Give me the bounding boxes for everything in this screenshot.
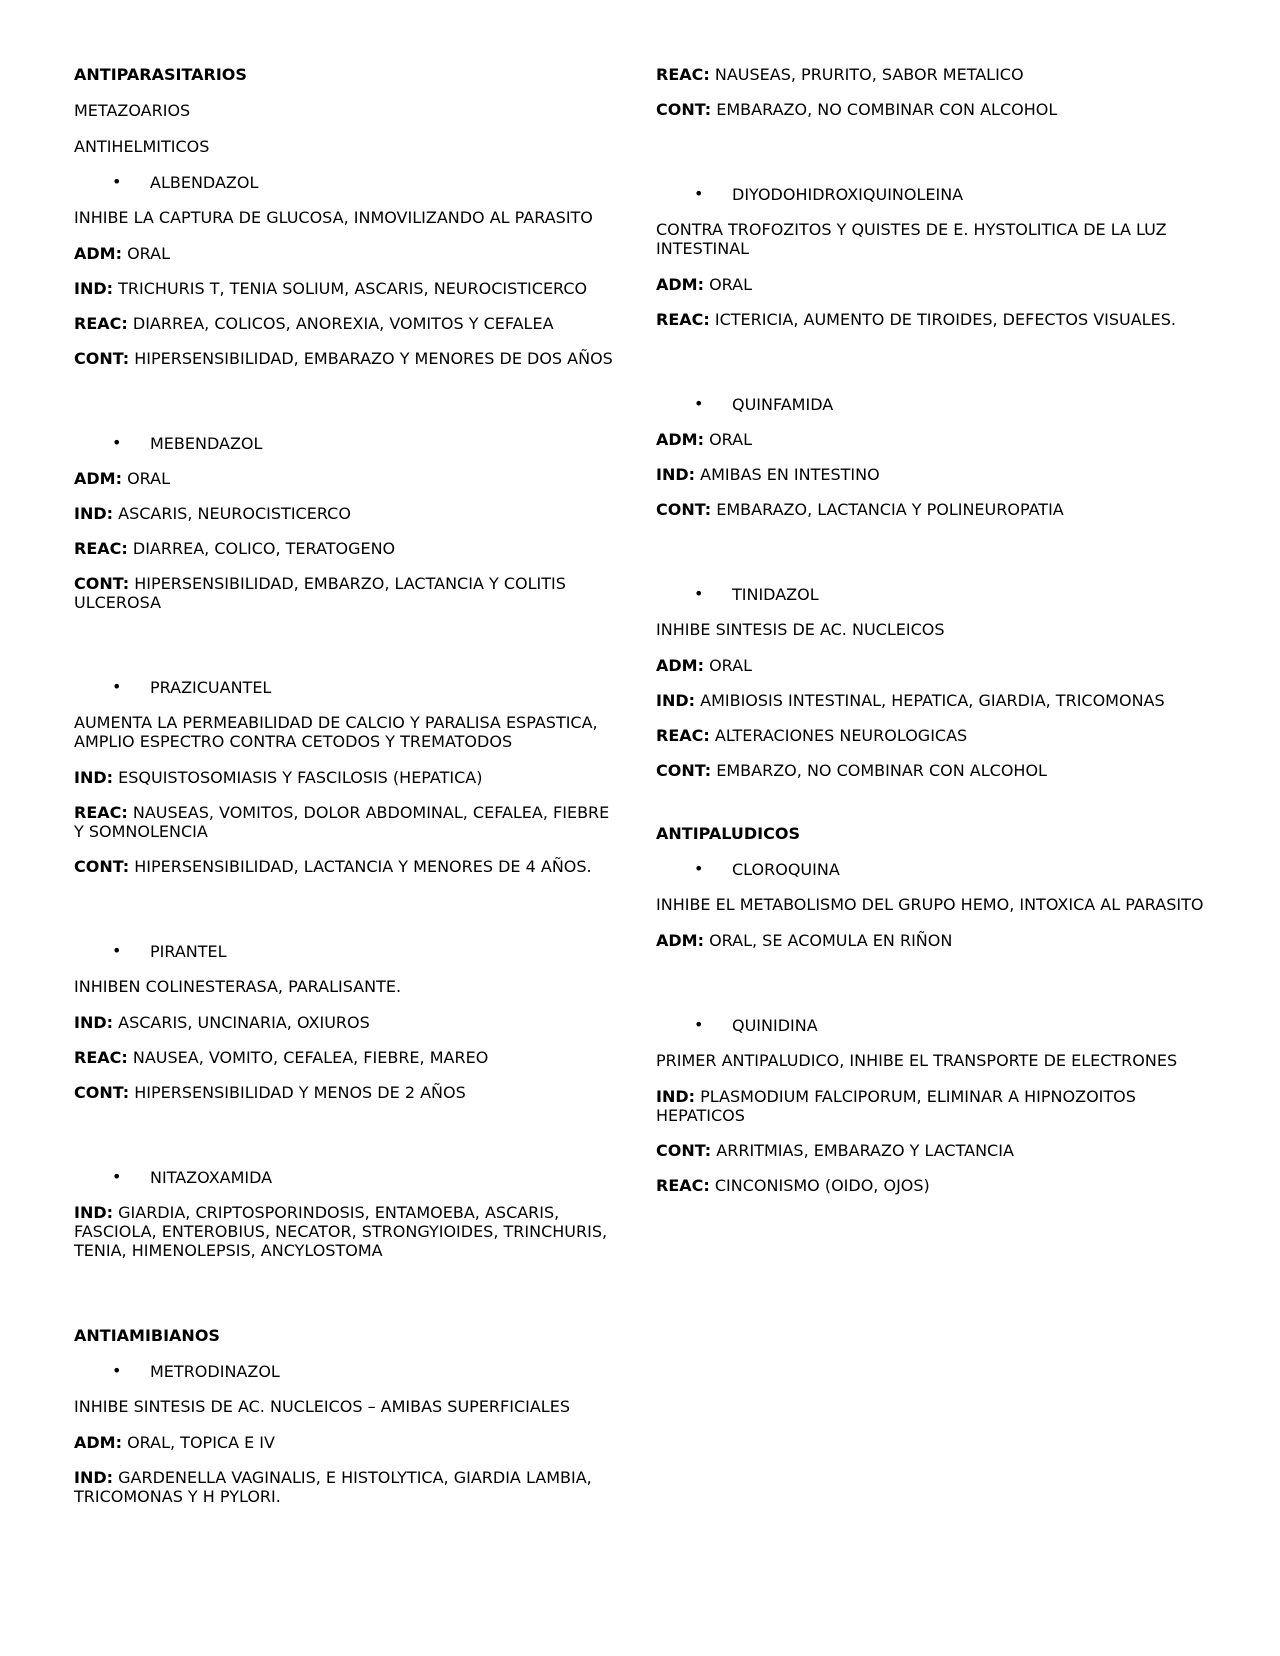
field-label: IND: <box>656 465 696 484</box>
drug-quinidina <box>656 1016 1212 1035</box>
field-value: CINCONISMO (OIDO, OJOS) <box>714 1176 930 1195</box>
field-cont <box>74 574 620 612</box>
field-value: PLASMODIUM FALCIPORUM, ELIMINAR A HIPNOZOITOS HEPATICOS <box>656 1087 1136 1125</box>
drug-name: TINIDAZOL <box>732 585 819 604</box>
field-value: ORAL <box>127 244 170 263</box>
bullet-icon: • <box>112 172 122 191</box>
field-value: ASCARIS, UNCINARIA, OXIUROS <box>118 1013 370 1032</box>
field-value: EMBARAZO, LACTANCIA Y POLINEUROPATIA <box>716 500 1064 519</box>
drug-nitazoxamida <box>74 1168 620 1187</box>
field-label: CONT: <box>74 349 130 368</box>
field-label: IND: <box>74 1013 114 1032</box>
field-ind <box>74 504 620 523</box>
drug-albendazol <box>74 173 620 192</box>
field-label: CONT: <box>656 1141 712 1160</box>
right-column <box>656 65 1212 1211</box>
section-title-antiparasitarios: ANTIPARASITARIOS <box>74 65 247 84</box>
field-value: NAUSEAS, PRURITO, SABOR METALICO <box>714 65 1024 84</box>
drug-description: INHIBE EL METABOLISMO DEL GRUPO HEMO, INTOXICA AL PARASITO <box>656 895 1204 914</box>
field-label: REAC: <box>656 1176 710 1195</box>
drug-prazicuantel <box>74 678 620 697</box>
field-label: REAC: <box>656 65 710 84</box>
field-cont <box>656 1141 1212 1160</box>
field-reac <box>656 726 1212 745</box>
drug-description: INHIBEN COLINESTERASA, PARALISANTE. <box>74 977 402 996</box>
bullet-icon: • <box>112 1167 122 1186</box>
field-label: REAC: <box>74 539 128 558</box>
field-value: ICTERICIA, AUMENTO DE TIROIDES, DEFECTOS VISUALES. <box>714 310 1176 329</box>
bullet-icon: • <box>112 433 122 452</box>
bullet-icon: • <box>694 584 704 603</box>
field-adm <box>74 469 620 488</box>
field-ind <box>74 1468 620 1506</box>
field-label: ADM: <box>656 656 704 675</box>
subtitle-metazoarios: METAZOARIOS <box>74 101 191 120</box>
drug-mebendazol <box>74 434 620 453</box>
subtitle-antihelmiticos: ANTIHELMITICOS <box>74 137 210 156</box>
field-label: ADM: <box>74 1433 122 1452</box>
field-value: TRICHURIS T, TENIA SOLIUM, ASCARIS, NEUROCISTICERCO <box>118 279 588 298</box>
field-adm <box>656 931 1212 950</box>
field-label: ADM: <box>656 931 704 950</box>
field-label: REAC: <box>74 803 128 822</box>
field-cont <box>74 349 620 368</box>
field-label: IND: <box>656 1087 696 1106</box>
field-adm <box>656 430 1212 449</box>
field-value: GARDENELLA VAGINALIS, E HISTOLYTICA, GIARDIA LAMBIA, TRICOMONAS Y H PYLORI. <box>74 1468 592 1506</box>
field-label: CONT: <box>656 761 712 780</box>
field-cont <box>74 857 620 876</box>
drug-name: DIYODOHIDROXIQUINOLEINA <box>732 185 964 204</box>
field-cont <box>74 1083 620 1102</box>
field-adm <box>656 656 1212 675</box>
field-label: ADM: <box>656 430 704 449</box>
field-reac <box>74 1048 620 1067</box>
field-reac <box>656 65 1212 84</box>
field-ind <box>74 279 620 298</box>
field-value: GIARDIA, CRIPTOSPORINDOSIS, ENTAMOEBA, ASCARIS, FASCIOLA, ENTEROBIUS, NECATOR, STRONGYIOIDES, TRINCHURIS, TENIA, HIMENOLEPSIS, ANCYLOSTOMA <box>74 1203 608 1260</box>
drug-name: CLOROQUINA <box>732 860 840 879</box>
field-value: ALTERACIONES NEUROLOGICAS <box>714 726 968 745</box>
field-value: ORAL <box>709 275 752 294</box>
bullet-icon: • <box>694 184 704 203</box>
field-reac <box>656 310 1212 329</box>
drug-name: PRAZICUANTEL <box>150 678 272 697</box>
field-label: REAC: <box>74 1048 128 1067</box>
field-label: IND: <box>656 691 696 710</box>
field-label: REAC: <box>656 726 710 745</box>
left-column <box>74 65 620 1522</box>
field-value: DIARREA, COLICO, TERATOGENO <box>132 539 396 558</box>
field-cont <box>656 100 1212 119</box>
field-label: CONT: <box>656 100 712 119</box>
section-title-antiamibianos: ANTIAMIBIANOS <box>74 1326 220 1345</box>
field-value: ORAL, TOPICA E IV <box>127 1433 275 1452</box>
bullet-icon: • <box>694 1015 704 1034</box>
field-label: IND: <box>74 1468 114 1487</box>
field-value: ASCARIS, NEUROCISTICERCO <box>118 504 351 523</box>
field-value: AMIBIOSIS INTESTINAL, HEPATICA, GIARDIA, TRICOMONAS <box>700 691 1165 710</box>
bullet-icon: • <box>694 394 704 413</box>
drug-name: QUINFAMIDA <box>732 395 834 414</box>
field-value: HIPERSENSIBILIDAD, EMBARZO, LACTANCIA Y COLITIS ULCEROSA <box>74 574 566 612</box>
field-value: NAUSEA, VOMITO, CEFALEA, FIEBRE, MAREO <box>132 1048 489 1067</box>
drug-description: INHIBE SINTESIS DE AC. NUCLEICOS <box>656 620 945 639</box>
field-adm <box>74 1433 620 1452</box>
field-label: REAC: <box>656 310 710 329</box>
field-value: EMBARZO, NO COMBINAR CON ALCOHOL <box>716 761 1047 780</box>
field-label: CONT: <box>656 500 712 519</box>
drug-name: QUINIDINA <box>732 1016 818 1035</box>
field-value: ESQUISTOSOMIASIS Y FASCILOSIS (HEPATICA) <box>118 768 483 787</box>
field-reac <box>74 803 620 841</box>
drug-diyodohidroxiquinoleina <box>656 185 1212 204</box>
field-value: ARRITMIAS, EMBARAZO Y LACTANCIA <box>716 1141 1014 1160</box>
drug-description: INHIBE LA CAPTURA DE GLUCOSA, INMOVILIZANDO AL PARASITO <box>74 208 593 227</box>
field-label: IND: <box>74 279 114 298</box>
field-value: ORAL <box>709 656 752 675</box>
field-label: ADM: <box>74 469 122 488</box>
drug-name: NITAZOXAMIDA <box>150 1168 273 1187</box>
field-value: HIPERSENSIBILIDAD Y MENOS DE 2 AÑOS <box>134 1083 466 1102</box>
drug-cloroquina <box>656 860 1212 879</box>
field-ind <box>656 1087 1212 1125</box>
field-label: CONT: <box>74 857 130 876</box>
drug-metrodinazol <box>74 1362 620 1381</box>
field-adm <box>656 275 1212 294</box>
bullet-icon: • <box>112 1361 122 1380</box>
drug-description: AUMENTA LA PERMEABILIDAD DE CALCIO Y PARALISA ESPASTICA, AMPLIO ESPECTRO CONTRA CETODOS Y TREMATODOS <box>74 713 598 751</box>
drug-name: ALBENDAZOL <box>150 173 259 192</box>
drug-name: PIRANTEL <box>150 942 227 961</box>
field-value: HIPERSENSIBILIDAD, EMBARAZO Y MENORES DE DOS AÑOS <box>134 349 613 368</box>
field-reac <box>74 314 620 333</box>
field-value: ORAL <box>127 469 170 488</box>
field-value: ORAL <box>709 430 752 449</box>
bullet-icon: • <box>112 677 122 696</box>
field-label: ADM: <box>656 275 704 294</box>
bullet-icon: • <box>112 941 122 960</box>
field-reac <box>74 539 620 558</box>
bullet-icon: • <box>694 859 704 878</box>
section-title-antipaludicos: ANTIPALUDICOS <box>656 824 800 843</box>
drug-description: CONTRA TROFOZITOS Y QUISTES DE E. HYSTOLITICA DE LA LUZ INTESTINAL <box>656 220 1167 258</box>
field-label: IND: <box>74 504 114 523</box>
field-value: EMBARAZO, NO COMBINAR CON ALCOHOL <box>716 100 1058 119</box>
field-ind <box>74 1013 620 1032</box>
field-label: CONT: <box>74 1083 130 1102</box>
field-value: NAUSEAS, VOMITOS, DOLOR ABDOMINAL, CEFALEA, FIEBRE Y SOMNOLENCIA <box>74 803 610 841</box>
drug-quinfamida <box>656 395 1212 414</box>
field-label: IND: <box>74 768 114 787</box>
drug-name: METRODINAZOL <box>150 1362 280 1381</box>
drug-pirantel <box>74 942 620 961</box>
field-label: CONT: <box>74 574 130 593</box>
drug-description: INHIBE SINTESIS DE AC. NUCLEICOS – AMIBAS SUPERFICIALES <box>74 1397 570 1416</box>
field-ind <box>74 768 620 787</box>
field-ind <box>656 691 1212 710</box>
field-ind <box>74 1203 620 1260</box>
field-reac <box>656 1176 1212 1195</box>
drug-description: PRIMER ANTIPALUDICO, INHIBE EL TRANSPORTE DE ELECTRONES <box>656 1051 1178 1070</box>
drug-name: MEBENDAZOL <box>150 434 263 453</box>
field-adm <box>74 244 620 263</box>
field-value: AMIBAS EN INTESTINO <box>700 465 880 484</box>
field-ind <box>656 465 1212 484</box>
drug-tinidazol <box>656 585 1212 604</box>
field-value: HIPERSENSIBILIDAD, LACTANCIA Y MENORES DE 4 AÑOS. <box>134 857 592 876</box>
field-label: REAC: <box>74 314 128 333</box>
field-label: IND: <box>74 1203 114 1222</box>
field-value: DIARREA, COLICOS, ANOREXIA, VOMITOS Y CEFALEA <box>132 314 554 333</box>
field-cont <box>656 761 1212 780</box>
field-value: ORAL, SE ACOMULA EN RIÑON <box>709 931 953 950</box>
field-label: ADM: <box>74 244 122 263</box>
field-cont <box>656 500 1212 519</box>
